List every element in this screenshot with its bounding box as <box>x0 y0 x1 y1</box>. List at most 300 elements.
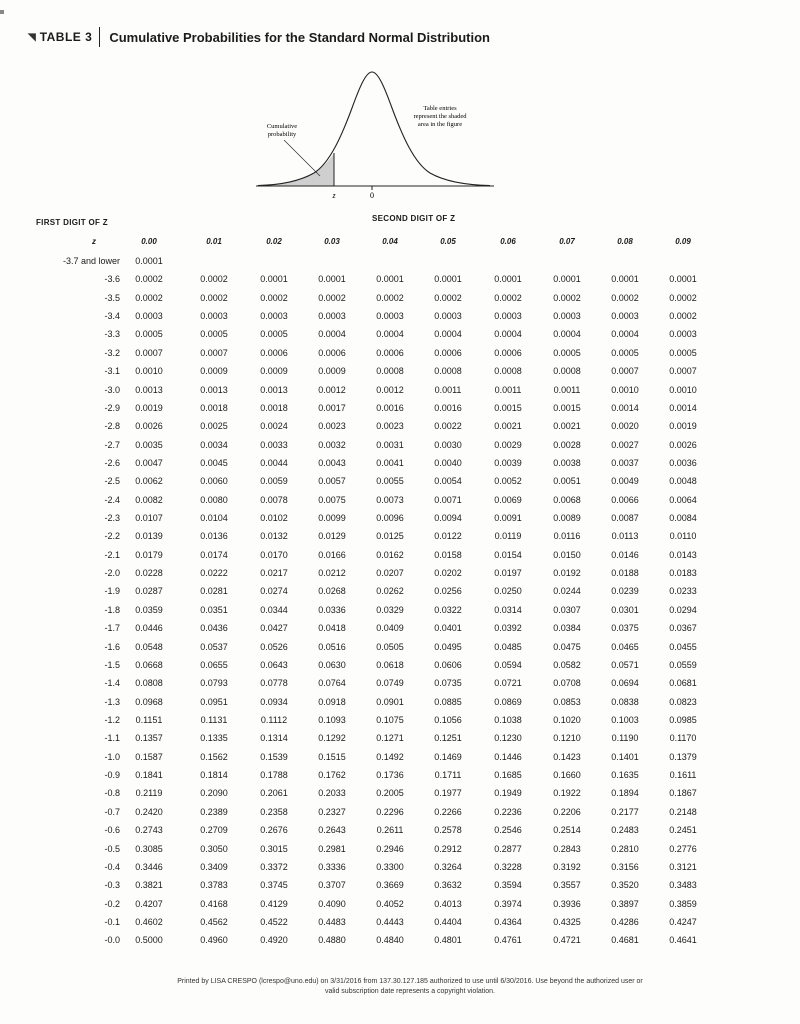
probability-cell: 0.0002 <box>318 292 346 303</box>
probability-cell: 0.0002 <box>135 292 163 303</box>
z-value-cell: -0.5 <box>104 843 120 854</box>
probability-cell: 0.0401 <box>434 623 462 634</box>
probability-cell: 0.4404 <box>434 916 462 927</box>
probability-cell: 0.0122 <box>434 531 462 542</box>
probability-cell: 0.2266 <box>434 806 462 817</box>
probability-cell: 0.1292 <box>318 733 346 744</box>
probability-cell: 0.3015 <box>260 843 288 854</box>
probability-cell: 0.0384 <box>553 623 581 634</box>
probability-cell: 0.2177 <box>611 806 639 817</box>
probability-cell: 0.2033 <box>318 788 346 799</box>
probability-cell: 0.3821 <box>135 880 163 891</box>
probability-cell: 0.0694 <box>611 678 639 689</box>
z-value-cell: -2.7 <box>104 439 120 450</box>
probability-cell: 0.0011 <box>553 384 581 395</box>
probability-cell: 0.0003 <box>200 311 228 322</box>
probability-cell: 0.4443 <box>376 916 404 927</box>
probability-cell: 0.0918 <box>318 696 346 707</box>
probability-cell: 0.1093 <box>318 714 346 725</box>
probability-cell: 0.0001 <box>135 256 163 266</box>
probability-cell: 0.0009 <box>200 366 228 377</box>
z-value-cell: -1.1 <box>104 733 120 744</box>
probability-cell: 0.0485 <box>494 641 522 652</box>
probability-cell: 0.1762 <box>318 770 346 781</box>
probability-cell: 0.0004 <box>434 329 462 340</box>
table-row <box>0 605 800 623</box>
column-header-row <box>0 237 800 251</box>
probability-cell: 0.0004 <box>611 329 639 340</box>
probability-cell: 0.4052 <box>376 898 404 909</box>
probability-cell: 0.0001 <box>434 274 462 285</box>
z-value-cell: -2.3 <box>104 513 120 524</box>
probability-cell: 0.4641 <box>669 935 697 946</box>
probability-cell: 0.3483 <box>669 880 697 891</box>
probability-cell: 0.0014 <box>611 402 639 413</box>
probability-cell: 0.3783 <box>200 880 228 891</box>
probability-cell: 0.0002 <box>669 311 697 322</box>
table-row <box>0 366 800 384</box>
probability-cell: 0.1056 <box>434 714 462 725</box>
z-value-cell: -1.3 <box>104 696 120 707</box>
z-value-cell: -1.7 <box>104 623 120 634</box>
table-entries-label-line2: represent the shaded <box>413 113 467 120</box>
probability-cell: 0.0048 <box>669 476 697 487</box>
probability-cell: 0.0054 <box>434 476 462 487</box>
probability-cell: 0.0068 <box>553 494 581 505</box>
probability-cell: 0.0188 <box>611 568 639 579</box>
probability-cell: 0.0004 <box>318 329 346 340</box>
probability-cell: 0.0281 <box>200 586 228 597</box>
probability-cell: 0.1446 <box>494 751 522 762</box>
z-value-cell: -1.9 <box>104 586 120 597</box>
probability-cell: 0.3669 <box>376 880 404 891</box>
probability-cell: 0.0069 <box>494 494 522 505</box>
probability-cell: 0.0202 <box>434 568 462 579</box>
probability-cell: 0.0001 <box>553 274 581 285</box>
probability-cell: 0.0287 <box>135 586 163 597</box>
cumulative-label-line1: Cumulative <box>266 123 298 130</box>
probability-cell: 0.4522 <box>260 916 288 927</box>
probability-cell: 0.0113 <box>611 531 639 542</box>
probability-cell: 0.2810 <box>611 843 639 854</box>
probability-cell: 0.0778 <box>260 678 288 689</box>
z-value-cell: -1.8 <box>104 604 120 615</box>
probability-cell: 0.0008 <box>376 366 404 377</box>
probability-cell: 0.0018 <box>200 402 228 413</box>
probability-cell: 0.0102 <box>260 513 288 524</box>
probability-cell: 0.0055 <box>376 476 404 487</box>
probability-cell: 0.1492 <box>376 751 404 762</box>
table-row <box>0 770 800 788</box>
probability-cell: 0.0003 <box>260 311 288 322</box>
probability-cell: 0.0207 <box>376 568 404 579</box>
probability-cell: 0.0901 <box>376 696 404 707</box>
probability-cell: 0.0268 <box>318 586 346 597</box>
probability-cell: 0.0007 <box>669 366 697 377</box>
table-row <box>0 825 800 843</box>
probability-cell: 0.0011 <box>434 384 462 395</box>
z-value-cell: -3.1 <box>104 366 120 377</box>
z-value-cell: -3.3 <box>104 329 120 340</box>
probability-cell: 0.5000 <box>135 935 163 946</box>
probability-cell: 0.2451 <box>669 825 697 836</box>
probability-cell: 0.0021 <box>553 421 581 432</box>
table-row <box>0 899 800 917</box>
probability-cell: 0.0110 <box>669 531 697 542</box>
probability-cell: 0.0029 <box>494 439 522 450</box>
z-value-cell: -0.9 <box>104 770 120 781</box>
cumulative-label-line2: probability <box>267 131 297 138</box>
probability-cell: 0.0001 <box>494 274 522 285</box>
probability-cell: 0.0051 <box>553 476 581 487</box>
probability-cell: 0.1151 <box>135 714 163 725</box>
probability-cell: 0.2005 <box>376 788 404 799</box>
probability-cell: 0.0192 <box>553 568 581 579</box>
probability-cell: 0.2546 <box>494 825 522 836</box>
probability-cell: 0.0655 <box>200 659 228 670</box>
probability-cell: 0.1814 <box>200 770 228 781</box>
normal-curve-figure <box>250 60 500 205</box>
probability-cell: 0.0016 <box>376 402 404 413</box>
probability-cell: 0.0080 <box>200 494 228 505</box>
probability-cell: 0.1841 <box>135 770 163 781</box>
probability-cell: 0.3859 <box>669 898 697 909</box>
probability-cell: 0.0808 <box>135 678 163 689</box>
probability-cell: 0.2676 <box>260 825 288 836</box>
probability-cell: 0.2743 <box>135 825 163 836</box>
probability-cell: 0.3897 <box>611 898 639 909</box>
probability-cell: 0.2148 <box>669 806 697 817</box>
probability-cell: 0.0170 <box>260 549 288 560</box>
footer-line-1: Printed by LISA CRESPO (lcrespo@uno.edu) on 3/31/2016 from 137.30.127.185 authorized to use until 6/30/2016. Use beyond the authorized user or <box>177 978 643 985</box>
column-header: 0.03 <box>324 237 340 246</box>
probability-cell: 0.0033 <box>260 439 288 450</box>
z-value-cell: -3.4 <box>104 311 120 322</box>
probability-cell: 0.4840 <box>376 935 404 946</box>
probability-cell: 0.0002 <box>494 292 522 303</box>
probability-cell: 0.3372 <box>260 861 288 872</box>
probability-cell: 0.0104 <box>200 513 228 524</box>
probability-cell: 0.3121 <box>669 861 697 872</box>
probability-cell: 0.1922 <box>553 788 581 799</box>
table-row <box>0 311 800 329</box>
z-value-cell: -2.9 <box>104 402 120 413</box>
probability-cell: 0.0004 <box>553 329 581 340</box>
probability-cell: 0.2643 <box>318 825 346 836</box>
table-row <box>0 880 800 898</box>
probability-cell: 0.0002 <box>434 292 462 303</box>
probability-cell: 0.2611 <box>376 825 404 836</box>
table-row <box>0 862 800 880</box>
z-value-cell: -0.4 <box>104 861 120 872</box>
probability-cell: 0.2912 <box>434 843 462 854</box>
probability-cell: 0.1112 <box>260 714 288 725</box>
probability-cell: 0.0017 <box>318 402 346 413</box>
probability-cell: 0.0014 <box>669 402 697 413</box>
probability-cell: 0.0026 <box>135 421 163 432</box>
first-digit-heading: FIRST DIGIT OF Z <box>36 218 108 227</box>
probability-cell: 0.0003 <box>611 311 639 322</box>
z-value-cell: -2.4 <box>104 494 120 505</box>
table-row <box>0 586 800 604</box>
table-row <box>0 348 800 366</box>
probability-cell: 0.3557 <box>553 880 581 891</box>
probability-cell: 0.0643 <box>260 659 288 670</box>
probability-cell: 0.0375 <box>611 623 639 634</box>
probability-cell: 0.1170 <box>669 733 697 744</box>
table-row <box>0 568 800 586</box>
probability-cell: 0.0003 <box>494 311 522 322</box>
probability-cell: 0.1685 <box>494 770 522 781</box>
probability-cell: 0.1379 <box>669 751 697 762</box>
probability-cell: 0.0047 <box>135 457 163 468</box>
probability-cell: 0.1977 <box>434 788 462 799</box>
probability-cell: 0.0618 <box>376 659 404 670</box>
probability-cell: 0.0708 <box>553 678 581 689</box>
probability-cell: 0.1335 <box>200 733 228 744</box>
probability-cell: 0.0006 <box>376 347 404 358</box>
probability-cell: 0.0091 <box>494 513 522 524</box>
probability-cell: 0.0036 <box>669 457 697 468</box>
probability-cell: 0.0262 <box>376 586 404 597</box>
table-row <box>0 733 800 751</box>
probability-cell: 0.0526 <box>260 641 288 652</box>
probability-cell: 0.1357 <box>135 733 163 744</box>
z-value-cell: -3.6 <box>104 274 120 285</box>
probability-cell: 0.0436 <box>200 623 228 634</box>
print-footer <box>100 977 720 997</box>
probability-cell: 0.2843 <box>553 843 581 854</box>
probability-cell: 0.0006 <box>318 347 346 358</box>
probability-cell: 0.4721 <box>553 935 581 946</box>
z-value-cell: -2.1 <box>104 549 120 560</box>
probability-cell: 0.0066 <box>611 494 639 505</box>
probability-cell: 0.0030 <box>434 439 462 450</box>
probability-cell: 0.4247 <box>669 916 697 927</box>
probability-cell: 0.0005 <box>669 347 697 358</box>
second-digit-heading: SECOND DIGIT OF Z <box>372 214 456 223</box>
probability-cell: 0.0505 <box>376 641 404 652</box>
probability-cell: 0.0082 <box>135 494 163 505</box>
probability-cell: 0.3707 <box>318 880 346 891</box>
probability-cell: 0.0024 <box>260 421 288 432</box>
probability-cell: 0.0005 <box>135 329 163 340</box>
probability-cell: 0.3745 <box>260 880 288 891</box>
probability-cell: 0.0475 <box>553 641 581 652</box>
column-header: 0.08 <box>617 237 633 246</box>
probability-cell: 0.4325 <box>553 916 581 927</box>
table-row <box>0 256 800 274</box>
probability-cell: 0.3409 <box>200 861 228 872</box>
probability-cell: 0.0256 <box>434 586 462 597</box>
probability-cell: 0.0013 <box>260 384 288 395</box>
probability-cell: 0.3446 <box>135 861 163 872</box>
probability-cell: 0.1469 <box>434 751 462 762</box>
probability-cell: 0.0013 <box>135 384 163 395</box>
probability-cell: 0.0043 <box>318 457 346 468</box>
probability-cell: 0.0071 <box>434 494 462 505</box>
probability-cell: 0.0681 <box>669 678 697 689</box>
probability-cell: 0.0096 <box>376 513 404 524</box>
probability-cell: 0.4681 <box>611 935 639 946</box>
probability-cell: 0.0154 <box>494 549 522 560</box>
column-header: 0.02 <box>266 237 282 246</box>
z-value-cell: -0.3 <box>104 880 120 891</box>
probability-cell: 0.0064 <box>669 494 697 505</box>
probability-cell: 0.0129 <box>318 531 346 542</box>
probability-cell: 0.2358 <box>260 806 288 817</box>
probability-cell: 0.0075 <box>318 494 346 505</box>
probability-cell: 0.0009 <box>318 366 346 377</box>
column-header: 0.01 <box>206 237 222 246</box>
probability-cell: 0.0018 <box>260 402 288 413</box>
probability-cell: 0.0021 <box>494 421 522 432</box>
probability-cell: 0.0174 <box>200 549 228 560</box>
probability-cell: 0.0838 <box>611 696 639 707</box>
probability-cell: 0.4960 <box>200 935 228 946</box>
probability-cell: 0.0322 <box>434 604 462 615</box>
probability-cell: 0.0010 <box>669 384 697 395</box>
probability-cell: 0.0239 <box>611 586 639 597</box>
probability-cell: 0.0823 <box>669 696 697 707</box>
probability-cell: 0.4090 <box>318 898 346 909</box>
z-value-cell: -3.2 <box>104 347 120 358</box>
probability-cell: 0.0274 <box>260 586 288 597</box>
probability-cell: 0.0735 <box>434 678 462 689</box>
table-row <box>0 550 800 568</box>
table-row <box>0 495 800 513</box>
probability-cell: 0.4801 <box>434 935 462 946</box>
probability-cell: 0.0020 <box>611 421 639 432</box>
footer-line-2: valid subscription date represents a copyright violation. <box>324 988 496 995</box>
probability-cell: 0.0968 <box>135 696 163 707</box>
probability-cell: 0.0008 <box>553 366 581 377</box>
probability-cell: 0.0087 <box>611 513 639 524</box>
probability-cell: 0.0222 <box>200 568 228 579</box>
z-value-cell: -2.2 <box>104 531 120 542</box>
column-header: 0.05 <box>440 237 456 246</box>
probability-cell: 0.0045 <box>200 457 228 468</box>
probability-cell: 0.0162 <box>376 549 404 560</box>
scan-corner-mark <box>0 10 4 14</box>
probability-cell: 0.0012 <box>376 384 404 395</box>
probability-cell: 0.0853 <box>553 696 581 707</box>
probability-cell: 0.1314 <box>260 733 288 744</box>
probability-cell: 0.0037 <box>611 457 639 468</box>
probability-cell: 0.2236 <box>494 806 522 817</box>
probability-cell: 0.3264 <box>434 861 462 872</box>
probability-cell: 0.0721 <box>494 678 522 689</box>
probability-cell: 0.3594 <box>494 880 522 891</box>
probability-cell: 0.0002 <box>260 292 288 303</box>
probability-cell: 0.0005 <box>553 347 581 358</box>
probability-cell: 0.3936 <box>553 898 581 909</box>
probability-cell: 0.1587 <box>135 751 163 762</box>
probability-cell: 0.0166 <box>318 549 346 560</box>
probability-cell: 0.0094 <box>434 513 462 524</box>
probability-cell: 0.0455 <box>669 641 697 652</box>
probability-cell: 0.2514 <box>553 825 581 836</box>
table-row <box>0 293 800 311</box>
probability-cell: 0.0025 <box>200 421 228 432</box>
probability-cell: 0.0548 <box>135 641 163 652</box>
probability-cell: 0.1251 <box>434 733 462 744</box>
table-row <box>0 678 800 696</box>
probability-cell: 0.0007 <box>135 347 163 358</box>
probability-cell: 0.0516 <box>318 641 346 652</box>
probability-cell: 0.3192 <box>553 861 581 872</box>
table-row <box>0 385 800 403</box>
probability-cell: 0.0294 <box>669 604 697 615</box>
table-title-bar <box>28 26 490 48</box>
probability-cell: 0.2327 <box>318 806 346 817</box>
probability-cell: 0.0001 <box>669 274 697 285</box>
probability-cell: 0.2420 <box>135 806 163 817</box>
probability-cell: 0.1867 <box>669 788 697 799</box>
probability-cell: 0.0446 <box>135 623 163 634</box>
probability-cell: 0.3520 <box>611 880 639 891</box>
probability-cell: 0.0002 <box>135 274 163 285</box>
probability-cell: 0.0012 <box>318 384 346 395</box>
probability-cell: 0.0007 <box>200 347 228 358</box>
table-row <box>0 752 800 770</box>
probability-cell: 0.0057 <box>318 476 346 487</box>
probability-cell: 0.2483 <box>611 825 639 836</box>
probability-cell: 0.0006 <box>434 347 462 358</box>
probability-cell: 0.0336 <box>318 604 346 615</box>
probability-cell: 0.4880 <box>318 935 346 946</box>
probability-cell: 0.0495 <box>434 641 462 652</box>
probability-cell: 0.4562 <box>200 916 228 927</box>
probability-cell: 0.0793 <box>200 678 228 689</box>
probability-table <box>0 256 800 954</box>
z-value-cell: -3.0 <box>104 384 120 395</box>
probability-cell: 0.0040 <box>434 457 462 468</box>
probability-cell: 0.1230 <box>494 733 522 744</box>
probability-cell: 0.0001 <box>376 274 404 285</box>
z-value-cell: -2.5 <box>104 476 120 487</box>
probability-cell: 0.0427 <box>260 623 288 634</box>
probability-cell: 0.2090 <box>200 788 228 799</box>
table-row <box>0 421 800 439</box>
probability-cell: 0.0038 <box>553 457 581 468</box>
probability-cell: 0.0132 <box>260 531 288 542</box>
probability-cell: 0.0023 <box>318 421 346 432</box>
cumulative-label-pointer <box>284 140 320 176</box>
probability-cell: 0.0019 <box>669 421 697 432</box>
z-value-cell: -2.6 <box>104 457 120 468</box>
probability-cell: 0.0143 <box>669 549 697 560</box>
probability-cell: 0.0136 <box>200 531 228 542</box>
probability-cell: 0.0107 <box>135 513 163 524</box>
probability-cell: 0.1423 <box>553 751 581 762</box>
probability-cell: 0.0217 <box>260 568 288 579</box>
probability-cell: 0.0409 <box>376 623 404 634</box>
probability-cell: 0.3632 <box>434 880 462 891</box>
table-title: Cumulative Probabilities for the Standard Normal Distribution <box>109 29 490 45</box>
probability-cell: 0.0060 <box>200 476 228 487</box>
probability-cell: 0.0233 <box>669 586 697 597</box>
column-header: 0.09 <box>675 237 691 246</box>
z-value-cell: -0.8 <box>104 788 120 799</box>
probability-cell: 0.0344 <box>260 604 288 615</box>
probability-cell: 0.0359 <box>135 604 163 615</box>
probability-cell: 0.0002 <box>669 292 697 303</box>
probability-cell: 0.0008 <box>434 366 462 377</box>
table-row <box>0 807 800 825</box>
probability-cell: 0.0001 <box>611 274 639 285</box>
probability-cell: 0.0158 <box>434 549 462 560</box>
